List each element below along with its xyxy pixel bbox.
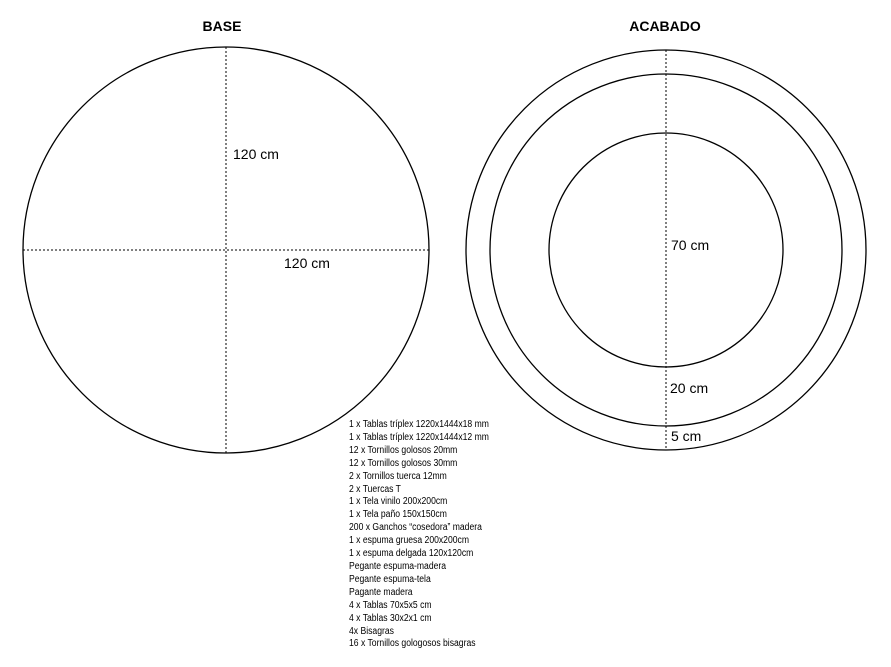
base-title: BASE: [202, 18, 242, 34]
base-drawing: [23, 18, 429, 453]
materials-list-item: 4x Bisagras: [349, 625, 394, 637]
materials-list-item: Pegante espuma-madera: [349, 560, 447, 572]
materials-list-item: 1 x Tablas tríplex 1220x1444x12 mm: [349, 431, 489, 443]
materials-list-item: 12 x Tornillos golosos 30mm: [349, 457, 458, 469]
acabado-inner-label: 70 cm: [671, 237, 710, 253]
base-horizontal-label: 120 cm: [284, 255, 330, 271]
materials-list-item: 1 x espuma delgada 120x120cm: [349, 548, 474, 560]
materials-list-item: Pagante madera: [349, 586, 413, 598]
materials-list-item: 1 x Tablas tríplex 1220x1444x18 mm: [349, 419, 489, 430]
acabado-outer-label: 5 cm: [671, 428, 702, 444]
acabado-drawing: [466, 18, 866, 450]
materials-list-item: 16 x Tornillos gologosos bisagras: [349, 638, 476, 650]
materials-list-item: 1 x Tela paño 150x150cm: [349, 509, 447, 521]
materials-list-item: Pegante espuma-tela: [349, 573, 431, 585]
materials-list-item: 2 x Tuercas T: [349, 483, 401, 495]
materials-list-item: 12 x Tornillos golosos 20mm: [349, 444, 458, 456]
materials-list-item: 1 x Tela vinilo 200x200cm: [349, 496, 448, 508]
materials-list-item: 1 x espuma gruesa 200x200cm: [349, 535, 469, 547]
materials-list-item: 200 x Ganchos “cosedora” madera: [349, 522, 482, 534]
materials-list-item: 2 x Tornillos tuerca 12mm: [349, 470, 447, 482]
base-vertical-label: 120 cm: [233, 146, 279, 162]
materials-list: [349, 419, 489, 651]
materials-list-item: 4 x Tablas 30x2x1 cm: [349, 612, 432, 624]
materials-list-item: 4 x Tablas 70x5x5 cm: [349, 599, 432, 611]
acabado-title: ACABADO: [629, 18, 701, 34]
acabado-middle-label: 20 cm: [670, 380, 709, 396]
